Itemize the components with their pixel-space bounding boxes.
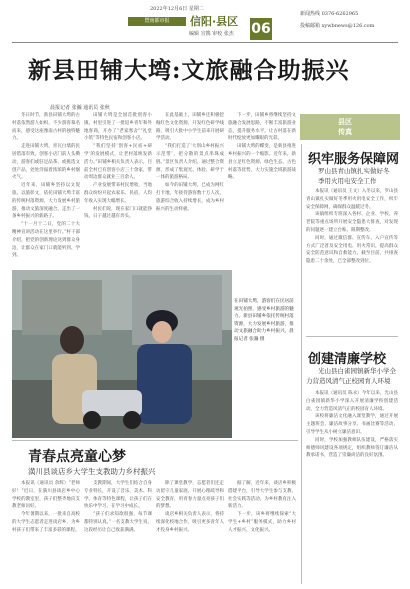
- section-label-bottom: 传真: [338, 127, 352, 136]
- lead-column-2: [84, 112, 152, 266]
- paragraph: 近年来，田铺乡坚持以文促旅、以旅彰文，依托田铺大塆丰富的传统村落资源，大力发展乡村旅游，推动文旅深度融合，走出了一条乡村振兴的新路子。: [12, 183, 80, 220]
- bottom-column-2: [84, 480, 152, 584]
- lead-column-1: [12, 112, 80, 266]
- paragraph: 产业发展带来村民增收，当地群众纷纷开起农家乐、民宿，人均年收入实现大幅增长。: [84, 183, 152, 204]
- side-story-1-subtitle: 罗山县青山镇扎实做好冬: [318, 167, 390, 175]
- paragraph: 田铺大塆是全国首批创客小镇，村里引进了一批返乡青年和外地客商，开办了“老家寒舍”“礼堂小筑”等特色民宿和创客小店。: [84, 113, 152, 142]
- paragraph: “我们坚持‘创客+民宿+研学’的发展模式，让老村落焕发新活力。”田铺乡相关负责人表示，目前全村已有创客小店三十余家，带动周边群众就业三百余人。: [84, 144, 152, 181]
- news-hotline: 新闻热线 0376-6262965: [300, 11, 359, 17]
- issue-date: 2022年12月6日 星期二: [150, 6, 204, 12]
- side-story-2-subtitle: 力营造风清气正校园育人环境: [306, 377, 391, 385]
- paragraph: 该镇组织专班深入各村、企业、学校、养老院等重点场所开展安全隐患大排查，对发现的问题逐一建立台账、限期整改。: [306, 212, 398, 233]
- side-story-2-headline: 创建清廉学校: [308, 352, 387, 367]
- paragraph: 本报讯（通讯员 余辉）“老师好！”近日，在潢川县谈店乡中心学校的教室里，孩子们整齐地向支教老师问好。: [12, 481, 80, 510]
- paragraph: “孩子们求知欲很强，每节课都特别认真。”一名支教大学生说，这段经历让自己收获满满。: [84, 512, 152, 533]
- lead-column-4: [228, 112, 296, 266]
- bottom-column-1: [12, 480, 80, 584]
- paragraph: 谈店乡相关负责人表示，将持续深化校地合作，吸引更多青年人才投身乡村振兴。: [156, 512, 224, 533]
- section-divider: [306, 336, 398, 337]
- lead-photo: [12, 270, 300, 438]
- paragraph: 本报讯（通讯员 陈永）今年以来，光山县白雀园镇新华小学深入开展清廉学校创建活动，全力营造风清气正的校园育人环境。: [306, 391, 398, 412]
- paragraph: 同时，通过微信群、宣传车、入户宣传等方式广泛普及安全用电、用火常识，提高群众安全防范意识和自救能力。截至目前，共排查隐患二十余处，已全部整改到位。: [306, 235, 398, 265]
- paragraph: 下一步，该乡将继续探索“大学生+乡村”服务模式，助力乡村人才振兴、文化振兴。: [228, 512, 296, 533]
- paragraph: 下一步，田铺乡将继续坚持文旅融合发展思路，不断丰富旅游业态，提升服务水平，让古村落在新时代绽放更加耀眼的光彩。: [228, 113, 296, 142]
- paragraph: 走进田铺大塆，青瓦白墙的民居错落有致，创客小店门前人头攒动，游客们或驻足品茶、或挑选文创产品，处处洋溢着浓浓的乡村烟火气。: [12, 144, 80, 181]
- masthead-divider: [12, 42, 398, 43]
- column-divider: [301, 144, 302, 584]
- page-number: 06: [250, 18, 272, 40]
- paragraph: 冬日时节，新县田铺大塆的古村落依然游人如织，不少游客慕名而来，感受这座豫南古村的独特魅力。: [12, 113, 80, 142]
- edition-title: 信阳·县区: [190, 15, 239, 28]
- side-story-1-body: [306, 188, 398, 332]
- lead-headline: 新县田铺大塆:文旅融合助振兴: [28, 57, 350, 84]
- paragraph: 在此基础上，田铺乡还积极挖掘红色文化资源，开发红色研学线路，吸引大批中小学生前来开展研学活动。: [156, 113, 224, 142]
- bottom-headline: 青春点亮童心梦: [28, 449, 126, 465]
- paragraph: “我们打造了‘大别山乡村振兴示范带’，把分散的景点串珠成链。”景区负责人介绍，通过整合资源，形成了集观光、体验、研学于一体的旅游格局。: [156, 144, 224, 181]
- paragraph: 该校将廉洁文化融入课堂教学，通过开展主题班会、廉洁故事分享、书画比赛等活动，引导学生从小树立廉洁意识。: [306, 414, 398, 435]
- paragraph: 如今的田铺大塆，已成为网红打卡地，年接待游客数十万人次，旅游综合收入持续增长，成为乡村振兴的生动样板。: [156, 183, 224, 212]
- section-divider: [12, 440, 298, 441]
- paragraph: 田铺大塆的蝶变，是新县推进乡村振兴的一个缩影。近年来，新县立足红色资源、绿色生态、古色村落等优势，大力实施全域旅游战略。: [228, 144, 296, 181]
- photo-illustration: [12, 270, 232, 438]
- side-story-1-subtitle: 季用火用电安全工作: [318, 177, 377, 185]
- photo-caption: 在田铺大塆，游客们在民居前观光拍照，感受乡村旅游的魅力。新县田铺乡依托传统村落资源，大力发展乡村旅游，推动文旅融合助力乡村振兴。晨报记者 张瀚 摄: [234, 299, 294, 342]
- paragraph: 村民们说，现在家门口就能挣钱，日子越过越有奔头。: [84, 206, 152, 220]
- side-story-2-subtitle: 光山县白雀园镇新华小学全: [318, 367, 396, 375]
- paragraph: 支教期间，大学生们结合自身专业特长，开设了音乐、美术、科学、体育等特色课程，让孩子们在快乐中学习、在学习中成长。: [84, 481, 152, 510]
- paragraph: 据了解，近年来，谈店乡积极搭建平台，引导大学生参与支教、社会实践等活动，为乡村教育注入新活力。: [228, 481, 296, 510]
- paragraph: 本报讯（通讯员 王文）入冬以来，罗山县青山镇扎实做好冬季用火用电安全工作，织牢安全保障网，确保群众温暖过冬。: [306, 189, 398, 210]
- lead-column-3: [156, 112, 224, 266]
- side-story-1-headline: 织牢服务保障网: [308, 152, 400, 167]
- section-label-top: 县区: [338, 117, 352, 126]
- side-story-2-body: [306, 390, 398, 582]
- paragraph: 除了课堂教学，志愿者们还走访留守儿童家庭，开展心理疏导和安全教育，用青春力量点亮孩子们的梦想。: [156, 481, 224, 510]
- submission-email: 投稿邮箱 xywbnews@126.com: [300, 23, 375, 29]
- bottom-column-4: [228, 480, 296, 584]
- bottom-subtitle: 潢川县谈店乡大学生支教助力乡村振兴: [28, 467, 156, 476]
- lead-byline: 晨报记者 张瀚 通讯员 张秋: [50, 105, 110, 111]
- bottom-column-3: [156, 480, 224, 584]
- paragraph: 今年暑期以来，一批来自高校的大学生志愿者走进谈店乡，为乡村孩子们带来了丰富多彩的课程。: [12, 512, 80, 533]
- paragraph: “十一月十二日，党的二十大精神宣讲活动在这里举行。”村干部介绍，把党的创新理论送到群众身边，让群众在家门口就能听到、学到。: [12, 222, 80, 259]
- paragraph: 同时，学校加强教师队伍建设，严格落实师德师风建设各项规定，组织教师签订廉洁从教承诺书，营造了崇廉尚洁的良好氛围。: [306, 437, 398, 459]
- edition-editors: 编辑 宣镌 审校 张杰: [189, 31, 234, 37]
- newspaper-brand: 暨南都市报: [128, 17, 186, 26]
